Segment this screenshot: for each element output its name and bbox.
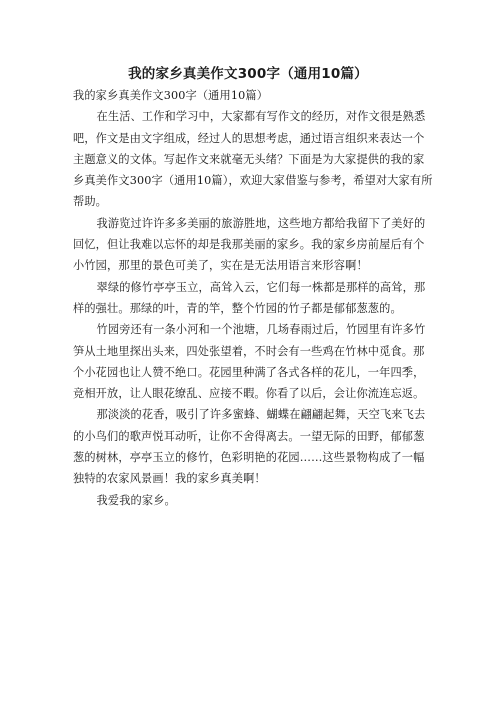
paragraph-hometown: 我游览过许许多多美丽的旅游胜地，这些地方都给我留下了美好的回忆，但让我难以忘怀的却是我那美丽的家乡。我的家乡房前屋后有个小竹园，那里的景色可美了，实在是无法用语言来形容啊！: [73, 216, 426, 273]
paragraph-scenery: 那淡淡的花香，吸引了许多蜜蜂、蝴蝶在翩翩起舞，天空飞来飞去的小鸟们的歌声悦耳动听，让你不舍得离去。一望无际的田野，郁郁葱葱的树林，亭亭玉立的修竹，色彩明艳的花园……这些景物构成了一幅独特的农家风景画！我的家乡真美啊！: [73, 408, 426, 486]
paragraph-bamboo: 翠绿的修竹亭亭玉立，高耸入云，它们每一株都是那样的高耸，那样的强壮。那绿的叶，青的竿，整个竹园的竹子都是郁郁葱葱的。: [73, 280, 426, 315]
paragraph-garden: 竹园旁还有一条小河和一个池塘，几场春雨过后，竹园里有许多竹笋从土地里探出头来，四处张望着，不时会有一些鸡在竹林中觅食。那个小花园也让人赞不绝口。花园里种满了各式各样的花儿，一年四季，竞相开放，让人眼花缭乱、应接不暇。你看了以后，会让你流连忘返。: [73, 323, 426, 401]
paragraph-intro: 在生活、工作和学习中，大家都有写作文的经历，对作文很是熟悉吧，作文是由文字组成，经过人的思想考虑，通过语言组织来表达一个主题意义的文体。写起作文来就毫无头绪？下面是为大家提供的我的家乡真美作文300字（通用10篇），欢迎大家借鉴与参考，希望对大家有所帮助。: [73, 110, 433, 209]
document-body: [73, 85, 435, 511]
document-subtitle: 我的家乡真美作文300字（通用10篇）: [73, 89, 269, 102]
paragraph-closing: 我爱我的家乡。: [96, 493, 176, 507]
document-title: 我的家乡真美作文300字（通用10篇）: [128, 66, 368, 82]
